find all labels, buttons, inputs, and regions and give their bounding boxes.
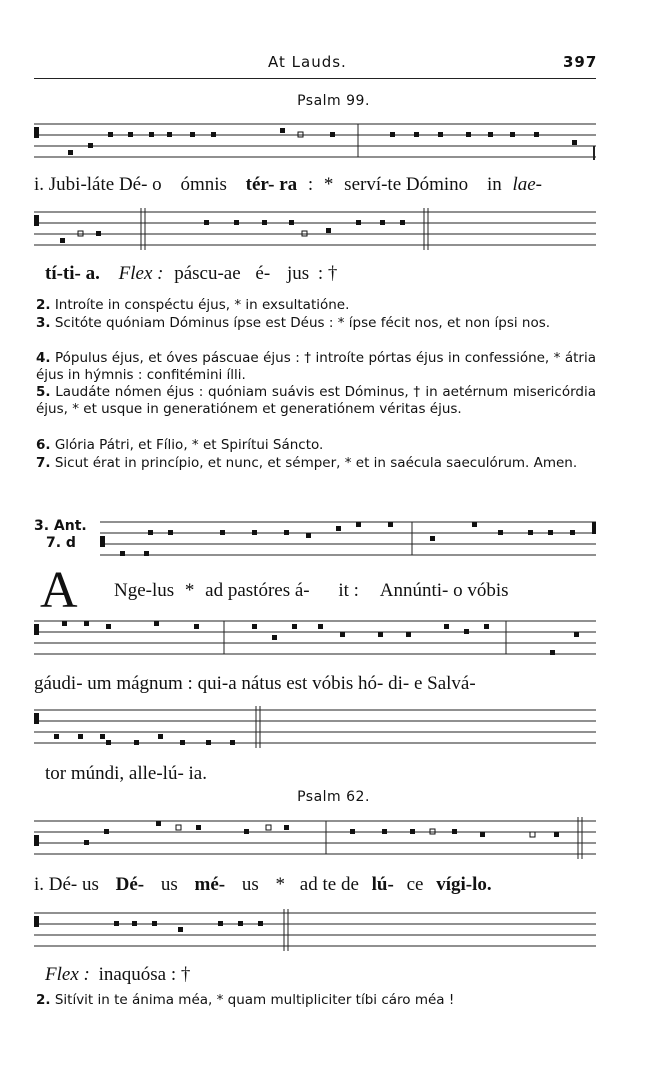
chant-staff-6 [34, 821, 596, 861]
do-clef-icon [34, 215, 39, 226]
chant-staff-2 [34, 212, 596, 252]
psalm-62-lyric-1: i. Dé- us Dé- us mé- us * ad te de lú- ce vígi-lo. [34, 874, 492, 895]
antiphon-label: 3. Ant. [34, 518, 87, 534]
psalm-62-verse-2: 2. Sitívit in te ánima méa, * quam multipliciter tíbi cáro méa ! [36, 992, 455, 1008]
psalm-99-title: Psalm 99. [297, 93, 370, 109]
do-clef-icon [34, 624, 39, 635]
psalm-99-lyric-2: tí-ti- a. Flex : páscu-ae é- jus : † [45, 263, 338, 284]
do-clef-icon [34, 835, 39, 846]
chant-staff-7 [34, 913, 596, 953]
chant-staff-4 [34, 621, 596, 661]
chant-staff-1 [34, 124, 596, 164]
antiphon-initial: A [40, 562, 78, 619]
chant-staff-5 [34, 710, 596, 750]
do-clef-icon [34, 713, 39, 724]
antiphon-lyric-3: tor múndi, alle-lú- ia. [45, 763, 207, 784]
psalm-62-title: Psalm 62. [297, 789, 370, 805]
psalm-62-flex: Flex : inaquósa : † [45, 964, 191, 985]
header-rule [34, 78, 596, 79]
do-clef-icon [100, 536, 105, 547]
psalm-99-verse-6: 6. Glória Pátri, et Fílio, * et Spirítui Sáncto. [36, 437, 324, 453]
psalm-99-lyric-1: i. Jubi-láte Dé- o ómnis tér- ra : * serví-te Dómino in lae- [34, 174, 543, 195]
antiphon-lyric-1: Nge-lus * ad pastóres á- it : Annúnti- o vóbis [114, 580, 509, 601]
do-clef-icon [34, 127, 39, 138]
psalm-99-verse-4: 4. Pópulus éjus, et óves páscuae éjus : † introíte pórtas éjus in confessióne, * átria éjus in hýmnis : confitémini ílli. [36, 350, 596, 383]
antiphon-lyric-2: gáudi- um mágnum : qui-a nátus est vóbis hó- di- e Salvá- [34, 673, 476, 694]
antiphon-mode: 7. d [46, 535, 76, 551]
page-number: 397 [563, 53, 598, 71]
do-clef-icon [34, 916, 39, 927]
chant-staff-3 [100, 522, 596, 562]
psalm-99-verse-2: 2. Introíte in conspéctu éjus, * in exsultatióne. [36, 297, 350, 313]
psalm-99-verse-5: 5. Laudáte nómen éjus : quóniam suávis est Dóminus, † in aetérnum misericórdia éjus, * et usque in generatiónem et generatiónem véritas éjus. [36, 384, 596, 417]
psalm-99-verse-7: 7. Sicut érat in princípio, et nunc, et sémper, * et in saécula saeculórum. Amen. [36, 455, 578, 471]
running-title: At Lauds. [268, 53, 347, 71]
psalm-99-verse-3: 3. Scitóte quóniam Dóminus ípse est Déus : * ípse fécit nos, et non ípsi nos. [36, 315, 551, 331]
